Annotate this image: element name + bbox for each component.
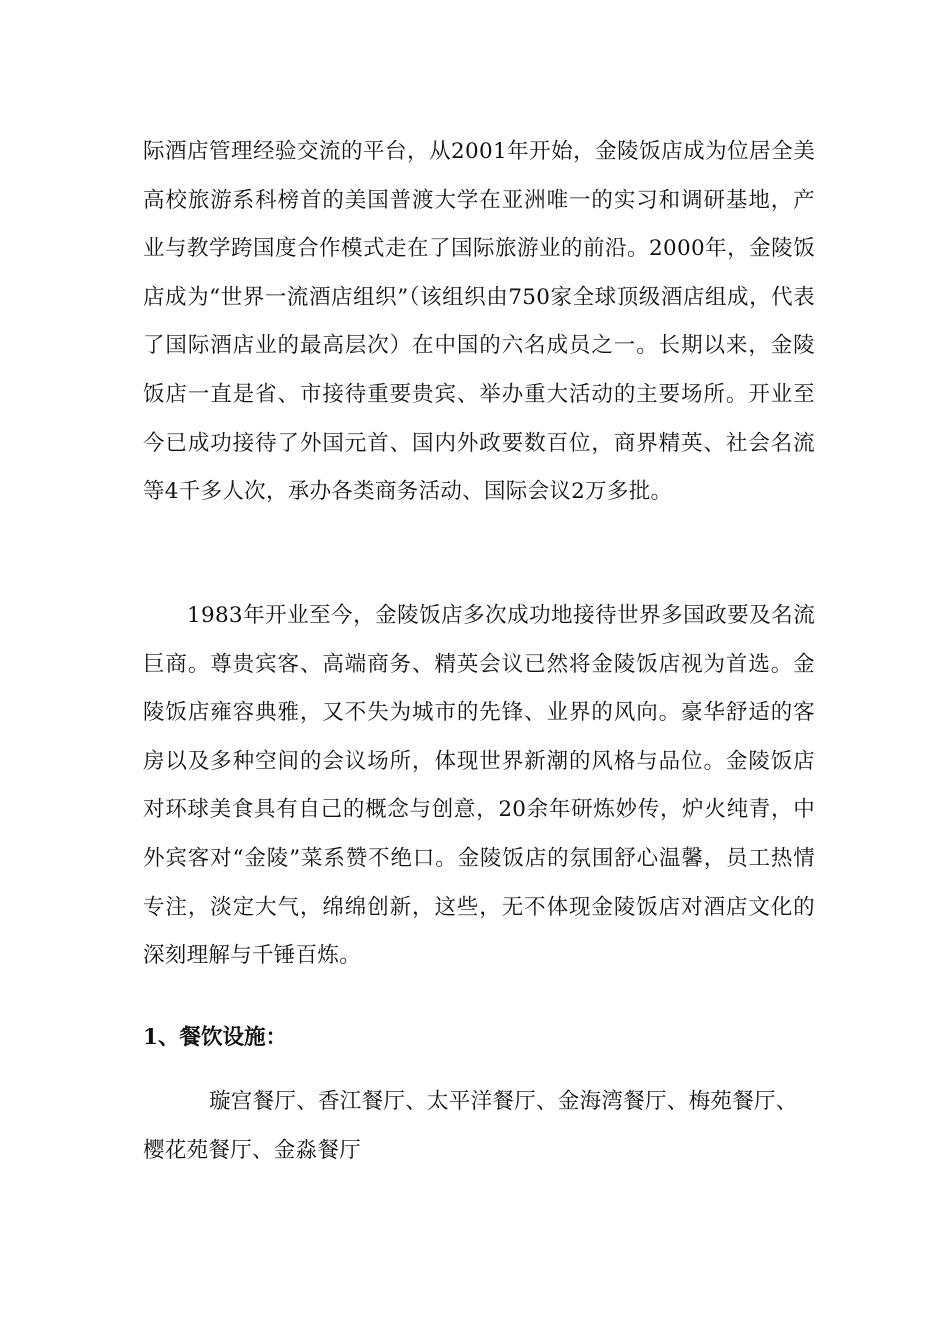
section-heading-dining: 1、餐饮设施： <box>143 1025 287 1050</box>
paragraph-hotel-reputation: 1983年开业至今，金陵饭店多次成功地接待世界多国政要及名流巨商。尊贵宾客、高端商务、精英会议已然将金陵饭店视为首选。金陵饭店雍容典雅，又不失为城市的先锋、业界的风向。豪华舒适的客房以及多种空间的会议场所，体现世界新潮的风格与品位。金陵饭店对环球美食具有自己的概念与创意，20余年研炼妙传，炉火纯青，中外宾客对“金陵”菜系赞不绝口。金陵饭店的氛围舒心温馨，员工热情专注，淡定大气，绵绵创新，这些，无不体现金陵饭店对酒店文化的深刻理解与千锤百炼。 <box>143 603 815 969</box>
paragraph-hotel-history: 际酒店管理经验交流的平台，从2001年开始，金陵饭店成为位居全美高校旅游系科榜首的美国普渡大学在亚洲唯一的实习和调研基地，产业与教学跨国度合作模式走在了国际旅游业的前沿。2000年，金陵饭店成为“世界一流酒店组织”（该组织由750家全球顶级酒店组成，代表了国际酒店业的最高层次）在中国的六名成员之一。长期以来，金陵饭店一直是省、市接待重要贵宾、举办重大活动的主要场所。开业至今已成功接待了外国元首、国内外政要数百位，商界精英、社会名流等4千多人次，承办各类商务活动、国际会议2万多批。 <box>143 139 815 505</box>
paragraph-restaurant-list: 璇宫餐厅、香江餐厅、太平洋餐厅、金海湾餐厅、梅苑餐厅、樱花苑餐厅、金淼餐厅 <box>143 1089 798 1163</box>
